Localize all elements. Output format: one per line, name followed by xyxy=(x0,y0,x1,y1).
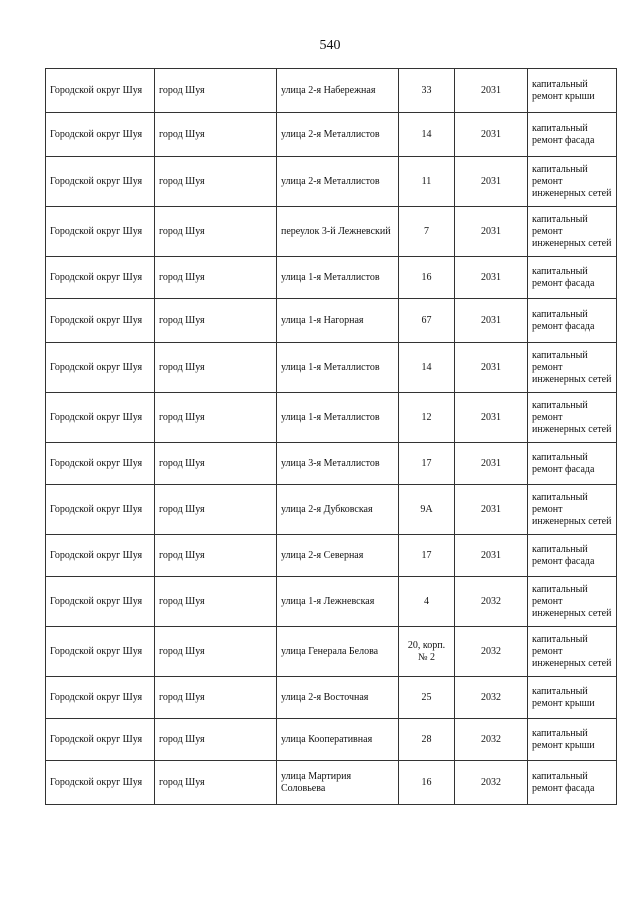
city-cell: город Шуя xyxy=(155,627,277,677)
city-cell: город Шуя xyxy=(155,485,277,535)
house-number-cell: 20, корп. № 2 xyxy=(399,627,455,677)
work-type-cell: капитальный ремонт крыши xyxy=(528,719,617,761)
city-cell: город Шуя xyxy=(155,69,277,113)
table-row xyxy=(46,299,617,343)
city-cell: город Шуя xyxy=(155,535,277,577)
work-type-cell: капитальный ремонт фасада xyxy=(528,535,617,577)
work-type-cell: капитальный ремонт инженерных сетей xyxy=(528,627,617,677)
street-cell: улица 3-я Металлистов xyxy=(277,443,399,485)
year-cell: 2031 xyxy=(455,257,528,299)
house-number-cell: 14 xyxy=(399,113,455,157)
street-cell: улица Кооперативная xyxy=(277,719,399,761)
table-row xyxy=(46,69,617,113)
city-cell: город Шуя xyxy=(155,577,277,627)
street-cell: улица 1-я Нагорная xyxy=(277,299,399,343)
street-cell: улица 2-я Металлистов xyxy=(277,113,399,157)
district-cell: Городской округ Шуя xyxy=(46,257,155,299)
table-row xyxy=(46,485,617,535)
work-type-cell: капитальный ремонт инженерных сетей xyxy=(528,393,617,443)
street-cell: улица Генерала Белова xyxy=(277,627,399,677)
street-cell: улица 1-я Лежневская xyxy=(277,577,399,627)
year-cell: 2031 xyxy=(455,207,528,257)
street-cell: улица 2-я Северная xyxy=(277,535,399,577)
house-number-cell: 7 xyxy=(399,207,455,257)
street-cell: улица 2-я Восточная xyxy=(277,677,399,719)
city-cell: город Шуя xyxy=(155,761,277,805)
year-cell: 2032 xyxy=(455,719,528,761)
year-cell: 2032 xyxy=(455,761,528,805)
street-cell: улица 2-я Дубковская xyxy=(277,485,399,535)
table-row xyxy=(46,719,617,761)
page-number: 540 xyxy=(319,38,341,53)
street-cell: переулок 3-й Лежневский xyxy=(277,207,399,257)
work-type-cell: капитальный ремонт инженерных сетей xyxy=(528,157,617,207)
district-cell: Городской округ Шуя xyxy=(46,627,155,677)
district-cell: Городской округ Шуя xyxy=(46,69,155,113)
city-cell: город Шуя xyxy=(155,677,277,719)
district-cell: Городской округ Шуя xyxy=(46,761,155,805)
year-cell: 2032 xyxy=(455,627,528,677)
street-cell: улица 1-я Металлистов xyxy=(277,343,399,393)
city-cell: город Шуя xyxy=(155,257,277,299)
year-cell: 2031 xyxy=(455,69,528,113)
house-number-cell: 33 xyxy=(399,69,455,113)
table-row xyxy=(46,393,617,443)
district-cell: Городской округ Шуя xyxy=(46,443,155,485)
house-number-cell: 9А xyxy=(399,485,455,535)
city-cell: город Шуя xyxy=(155,207,277,257)
district-cell: Городской округ Шуя xyxy=(46,393,155,443)
table-row xyxy=(46,113,617,157)
work-type-cell: капитальный ремонт крыши xyxy=(528,69,617,113)
house-number-cell: 28 xyxy=(399,719,455,761)
district-cell: Городской округ Шуя xyxy=(46,485,155,535)
district-cell: Городской округ Шуя xyxy=(46,719,155,761)
year-cell: 2031 xyxy=(455,443,528,485)
street-cell: улица 1-я Металлистов xyxy=(277,393,399,443)
district-cell: Городской округ Шуя xyxy=(46,677,155,719)
district-cell: Городской округ Шуя xyxy=(46,343,155,393)
table-row xyxy=(46,443,617,485)
table-row xyxy=(46,627,617,677)
district-cell: Городской округ Шуя xyxy=(46,157,155,207)
district-cell: Городской округ Шуя xyxy=(46,535,155,577)
district-cell: Городской округ Шуя xyxy=(46,299,155,343)
work-type-cell: капитальный ремонт крыши xyxy=(528,677,617,719)
house-number-cell: 17 xyxy=(399,443,455,485)
table-row xyxy=(46,343,617,393)
table-row xyxy=(46,677,617,719)
year-cell: 2032 xyxy=(455,677,528,719)
house-number-cell: 11 xyxy=(399,157,455,207)
district-cell: Городской округ Шуя xyxy=(46,577,155,627)
table-body xyxy=(46,69,617,805)
street-cell: улица 1-я Металлистов xyxy=(277,257,399,299)
street-cell: улица 2-я Набережная xyxy=(277,69,399,113)
repair-schedule-table xyxy=(45,68,617,805)
district-cell: Городской округ Шуя xyxy=(46,207,155,257)
work-type-cell: капитальный ремонт фасада xyxy=(528,761,617,805)
house-number-cell: 12 xyxy=(399,393,455,443)
work-type-cell: капитальный ремонт фасада xyxy=(528,257,617,299)
house-number-cell: 16 xyxy=(399,761,455,805)
year-cell: 2031 xyxy=(455,299,528,343)
year-cell: 2032 xyxy=(455,577,528,627)
city-cell: город Шуя xyxy=(155,393,277,443)
work-type-cell: капитальный ремонт фасада xyxy=(528,299,617,343)
table-row xyxy=(46,535,617,577)
year-cell: 2031 xyxy=(455,113,528,157)
city-cell: город Шуя xyxy=(155,299,277,343)
city-cell: город Шуя xyxy=(155,443,277,485)
table-row xyxy=(46,761,617,805)
house-number-cell: 14 xyxy=(399,343,455,393)
year-cell: 2031 xyxy=(455,343,528,393)
district-cell: Городской округ Шуя xyxy=(46,113,155,157)
city-cell: город Шуя xyxy=(155,719,277,761)
work-type-cell: капитальный ремонт инженерных сетей xyxy=(528,485,617,535)
street-cell: улица Мартирия Соловьева xyxy=(277,761,399,805)
year-cell: 2031 xyxy=(455,535,528,577)
table-row xyxy=(46,257,617,299)
work-type-cell: капитальный ремонт фасада xyxy=(528,113,617,157)
house-number-cell: 16 xyxy=(399,257,455,299)
house-number-cell: 4 xyxy=(399,577,455,627)
work-type-cell: капитальный ремонт фасада xyxy=(528,443,617,485)
city-cell: город Шуя xyxy=(155,343,277,393)
year-cell: 2031 xyxy=(455,157,528,207)
house-number-cell: 25 xyxy=(399,677,455,719)
city-cell: город Шуя xyxy=(155,113,277,157)
work-type-cell: капитальный ремонт инженерных сетей xyxy=(528,577,617,627)
year-cell: 2031 xyxy=(455,393,528,443)
year-cell: 2031 xyxy=(455,485,528,535)
house-number-cell: 67 xyxy=(399,299,455,343)
work-type-cell: капитальный ремонт инженерных сетей xyxy=(528,343,617,393)
table-row xyxy=(46,157,617,207)
table-row xyxy=(46,207,617,257)
house-number-cell: 17 xyxy=(399,535,455,577)
table-row xyxy=(46,577,617,627)
city-cell: город Шуя xyxy=(155,157,277,207)
street-cell: улица 2-я Металлистов xyxy=(277,157,399,207)
work-type-cell: капитальный ремонт инженерных сетей xyxy=(528,207,617,257)
